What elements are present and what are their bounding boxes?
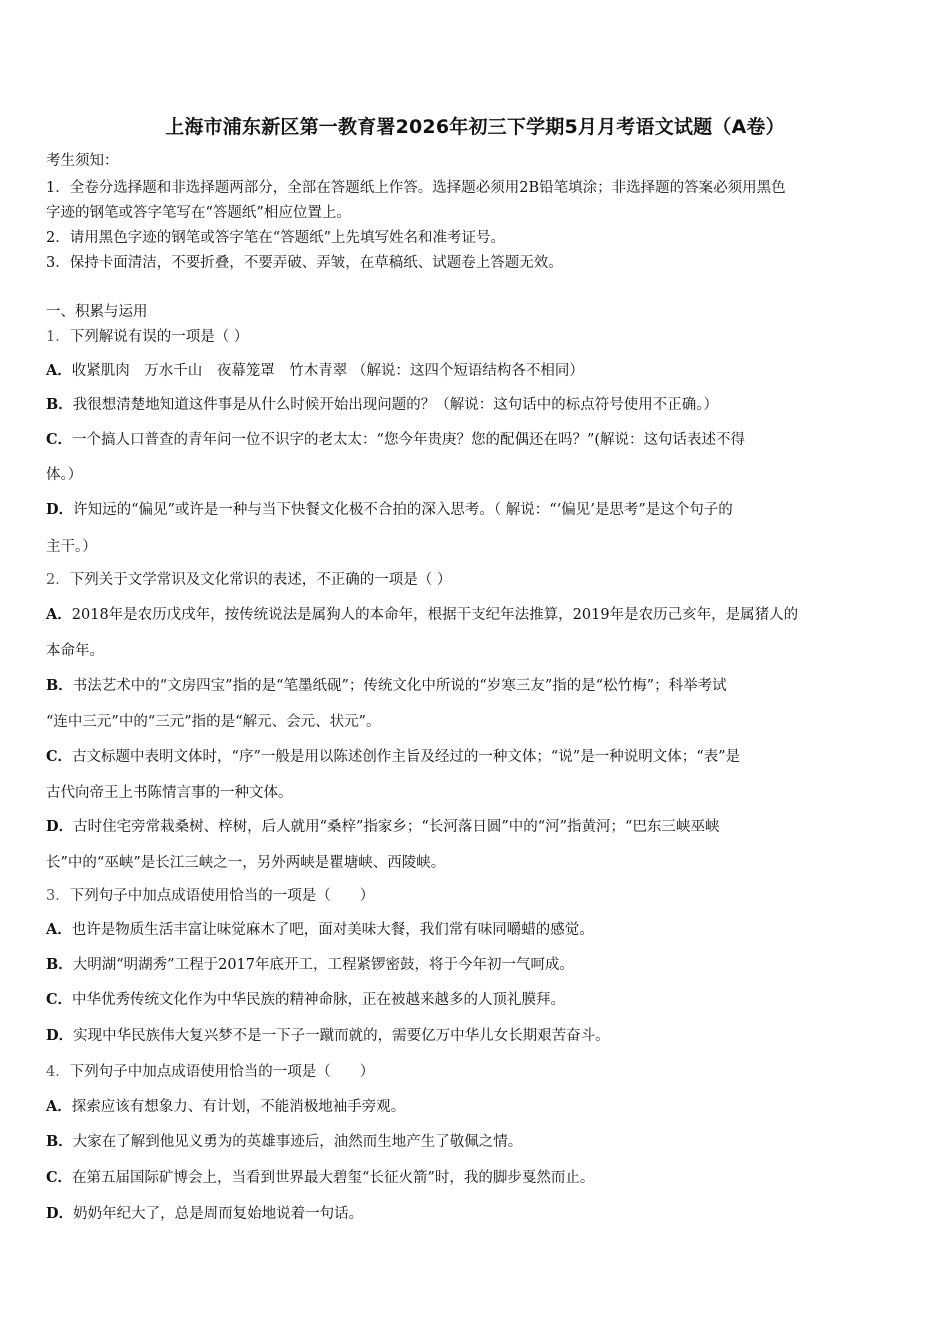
q1-option-a xyxy=(46,361,908,381)
question-text: 下列句子中加点成语使用恰当的一项是（ ） xyxy=(69,1064,375,1080)
q4-option-a xyxy=(46,1097,908,1117)
option-label: A． xyxy=(46,606,72,623)
option-text: 我很想清楚地知道这件事是从什么时候开始出现问题的？（解说：这句话中的标点符号使用不正确。） xyxy=(72,397,719,413)
q2-option-b xyxy=(46,676,908,696)
option-text: 许知远的“偏见”或许是一种与当下快餐文化极不合拍的深入思考。（ 解说：“‘偏见’是思考”是这个句子的 xyxy=(73,502,733,518)
notice-item: 3．保持卡面清洁，不要折叠，不要弄破、弄皱，在草稿纸、试题卷上答题无效。 xyxy=(46,255,563,271)
q3-option-d xyxy=(46,1026,908,1046)
option-label: D． xyxy=(46,1027,74,1044)
q3-option-a xyxy=(46,920,908,940)
option-text: 也许是物质生活丰富让味觉麻木了吧，面对美味大餐，我们常有味同嚼蜡的感觉。 xyxy=(71,922,594,938)
section-heading: 一、积累与运用 xyxy=(46,304,148,320)
q4-option-b xyxy=(46,1132,908,1152)
question-number: 3． xyxy=(46,888,70,904)
question-3-stem xyxy=(46,886,908,906)
option-text: 奶奶年纪大了，总是周而复始地说着一句话。 xyxy=(73,1206,364,1222)
option-text: 一个搞人口普查的青年问一位不识字的老太太：“您今年贵庚？您的配偶还在吗？”(解说：这句话表述不得 xyxy=(72,432,746,448)
option-text: 实现中华民族伟大复兴梦不是一下子一蹴而就的，需要亿万中华儿女长期艰苦奋斗。 xyxy=(73,1028,610,1044)
option-label: C． xyxy=(46,431,73,448)
option-label: A． xyxy=(46,921,72,938)
option-label: B． xyxy=(46,677,73,694)
notice-item: 1．全卷分选择题和非选择题两部分，全部在答题纸上作答。选择题必须用2B铅笔填涂；非选择题的答案必须用黑色 xyxy=(46,180,786,196)
q2-option-c-cont: 古代向帝王上书陈情言事的一种文体。 xyxy=(46,785,293,801)
option-label: C． xyxy=(46,991,73,1008)
option-label: A． xyxy=(46,362,72,379)
q1-option-c xyxy=(46,430,908,450)
q2-option-d-cont: 长”中的“巫峡”是长江三峡之一，另外两峡是瞿塘峡、西陵峡。 xyxy=(46,855,446,871)
option-text: 探索应该有想象力、有计划，不能消极地袖手旁观。 xyxy=(71,1099,406,1115)
q2-option-a xyxy=(46,605,908,625)
option-label: B． xyxy=(46,1133,73,1150)
notice-heading: 考生须知： xyxy=(46,153,119,169)
option-text: 中华优秀传统文化作为中华民族的精神命脉，正在被越来越多的人顶礼膜拜。 xyxy=(72,992,566,1008)
q1-option-d-cont: 主干。） xyxy=(46,539,97,555)
q4-option-c xyxy=(46,1168,908,1188)
option-label: D． xyxy=(46,1205,74,1222)
q1-option-b xyxy=(46,395,908,415)
option-text: 古文标题中表明文体时，“序”一般是用以陈述创作主旨及经过的一种文体；“说”是一种说明文体；“表”是 xyxy=(72,749,741,765)
notice-item: 字迹的钢笔或答字笔写在“答题纸”相应位置上。 xyxy=(46,205,351,221)
option-label: A． xyxy=(46,1098,72,1115)
q2-option-b-cont: “连中三元”中的“三元”指的是“解元、会元、状元”。 xyxy=(46,714,381,730)
option-label: B． xyxy=(46,396,73,413)
q2-option-d xyxy=(46,817,908,837)
option-label: B． xyxy=(46,956,73,973)
option-label: C． xyxy=(46,1169,73,1186)
q1-option-d xyxy=(46,500,908,520)
question-text: 下列句子中加点成语使用恰当的一项是（ ） xyxy=(69,888,375,904)
option-text: 2018年是农历戊戌年，按传统说法是属狗人的本命年，根据干支纪年法推算，2019年是农历己亥年，是属猪人的 xyxy=(71,607,799,623)
option-label: D． xyxy=(46,818,74,835)
option-text: 大明湖“明湖秀”工程于2017年底开工，工程紧锣密鼓，将于今年初一气呵成。 xyxy=(72,957,574,973)
question-4-stem xyxy=(46,1062,908,1082)
q2-option-a-cont: 本命年。 xyxy=(46,643,104,659)
q2-option-c xyxy=(46,747,908,767)
question-1-stem xyxy=(46,327,908,347)
option-text: 书法艺术中的“文房四宝”指的是“笔墨纸砚”；传统文化中所说的“岁寒三友”指的是“松竹梅”；科举考试 xyxy=(72,678,727,694)
question-number: 2． xyxy=(46,572,70,588)
option-text: 在第五届国际矿博会上，当看到世界最大碧玺“长征火箭”时，我的脚步戛然而止。 xyxy=(72,1170,595,1186)
q3-option-c xyxy=(46,990,908,1010)
option-text: 古时住宅旁常栽桑树、梓树，后人就用“桑梓”指家乡；“长河落日圆”中的“河”指黄河；“巴东三峡巫峡 xyxy=(73,819,720,835)
option-label: C． xyxy=(46,748,73,765)
page-title: 上海市浦东新区第一教育署2026年初三下学期5月月考语文试题（A卷） xyxy=(165,116,785,138)
question-text: 下列关于文学常识及文化常识的表述，不正确的一项是（ ） xyxy=(69,572,452,588)
question-number: 1． xyxy=(46,329,70,345)
q1-option-c-cont: 体。） xyxy=(46,467,83,483)
option-label: D． xyxy=(46,501,74,518)
option-text: 收紧肌肉 万水千山 夜幕笼罩 竹木青翠 （解说：这四个短语结构各不相同） xyxy=(71,363,584,379)
option-text: 大家在了解到他见义勇为的英雄事迹后，油然而生地产生了敬佩之情。 xyxy=(72,1134,523,1150)
notice-item: 2．请用黑色字迹的钢笔或答字笔在“答题纸”上先填写姓名和准考证号。 xyxy=(46,230,506,246)
question-number: 4． xyxy=(46,1064,70,1080)
q4-option-d xyxy=(46,1204,908,1224)
question-2-stem xyxy=(46,570,908,590)
q3-option-b xyxy=(46,955,908,975)
question-text: 下列解说有误的一项是（ ） xyxy=(69,329,249,345)
